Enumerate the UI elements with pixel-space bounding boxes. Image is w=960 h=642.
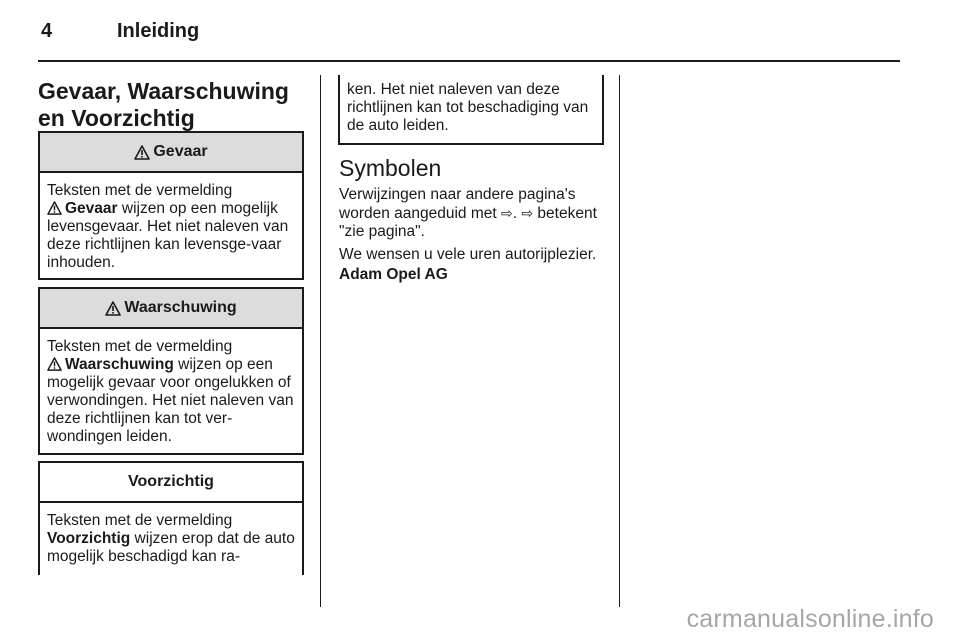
notice-keyword: Voorzichtig — [47, 530, 131, 547]
notice-text-prefix: Teksten met de vermelding — [47, 182, 233, 199]
notice-text-prefix: Teksten met de vermelding — [47, 338, 233, 355]
symbols-description — [339, 186, 605, 241]
warning-triangle-icon — [47, 201, 62, 215]
symbols-text-part: betekent "zie pagina". — [339, 205, 597, 240]
symbols-heading: Symbolen — [339, 155, 442, 181]
caution-notice-box — [38, 461, 304, 575]
warning-triangle-icon — [134, 145, 150, 160]
notice-text-prefix: Teksten met de vermelding — [47, 512, 233, 529]
notice-text-suffix: wijzen erop dat de auto mogelijk beschadigd kan ra- — [47, 530, 295, 565]
warning-notice-box — [38, 287, 304, 455]
notice-keyword: Waarschuwing — [65, 356, 174, 373]
symbols-text-part: Verwijzingen naar andere pagina's worden aangeduid met — [339, 186, 576, 222]
danger-notice-heading — [40, 133, 302, 173]
notice-text-suffix: wijzen op een mogelijk gevaar voor ongelukken of verwondingen. Het niet naleven van deze richtlijnen kan tot ver-wondingen leiden. — [47, 356, 294, 445]
danger-notice-text — [40, 173, 302, 280]
danger-heading-label: Gevaar — [153, 143, 208, 160]
caution-notice-heading — [40, 463, 302, 503]
symbols-text-part: . — [512, 205, 522, 222]
greeting-text: We wensen u vele uren autorijplezier. — [339, 246, 597, 263]
signature: Adam Opel AG — [339, 266, 448, 283]
page-reference-arrow-icon: ⇨ — [501, 205, 513, 221]
warning-heading-label: Waarschuwing — [124, 299, 237, 316]
caution-heading-label: Voorzichtig — [128, 473, 214, 490]
warning-notice-text — [40, 329, 302, 454]
caution-notice-text — [40, 503, 302, 574]
warning-triangle-icon — [105, 301, 121, 316]
watermark: carmanualsonline.info — [686, 605, 934, 633]
caution-notice-continuation — [338, 75, 604, 145]
warning-notice-heading — [40, 289, 302, 329]
section-title: Gevaar, Waarschuwing en Voorzichtig — [38, 78, 289, 131]
warning-triangle-icon — [47, 357, 62, 371]
chapter-title: Inleiding — [117, 20, 200, 42]
page-reference-arrow-icon: ⇨ — [521, 205, 534, 221]
notice-keyword: Gevaar — [65, 200, 118, 217]
column-divider — [619, 75, 620, 607]
header-rule — [38, 60, 900, 62]
page-number: 4 — [41, 20, 53, 42]
notice-text-suffix: wijzen op een mogelijk levensgevaar. Het niet naleven van deze richtlijnen kan levensge-vaar inhouden. — [47, 200, 289, 271]
caution-continuation-text: ken. Het niet naleven van deze richtlijnen kan tot beschadiging van de auto leiden. — [347, 81, 589, 134]
column-divider — [320, 75, 321, 607]
danger-notice-box — [38, 131, 304, 280]
